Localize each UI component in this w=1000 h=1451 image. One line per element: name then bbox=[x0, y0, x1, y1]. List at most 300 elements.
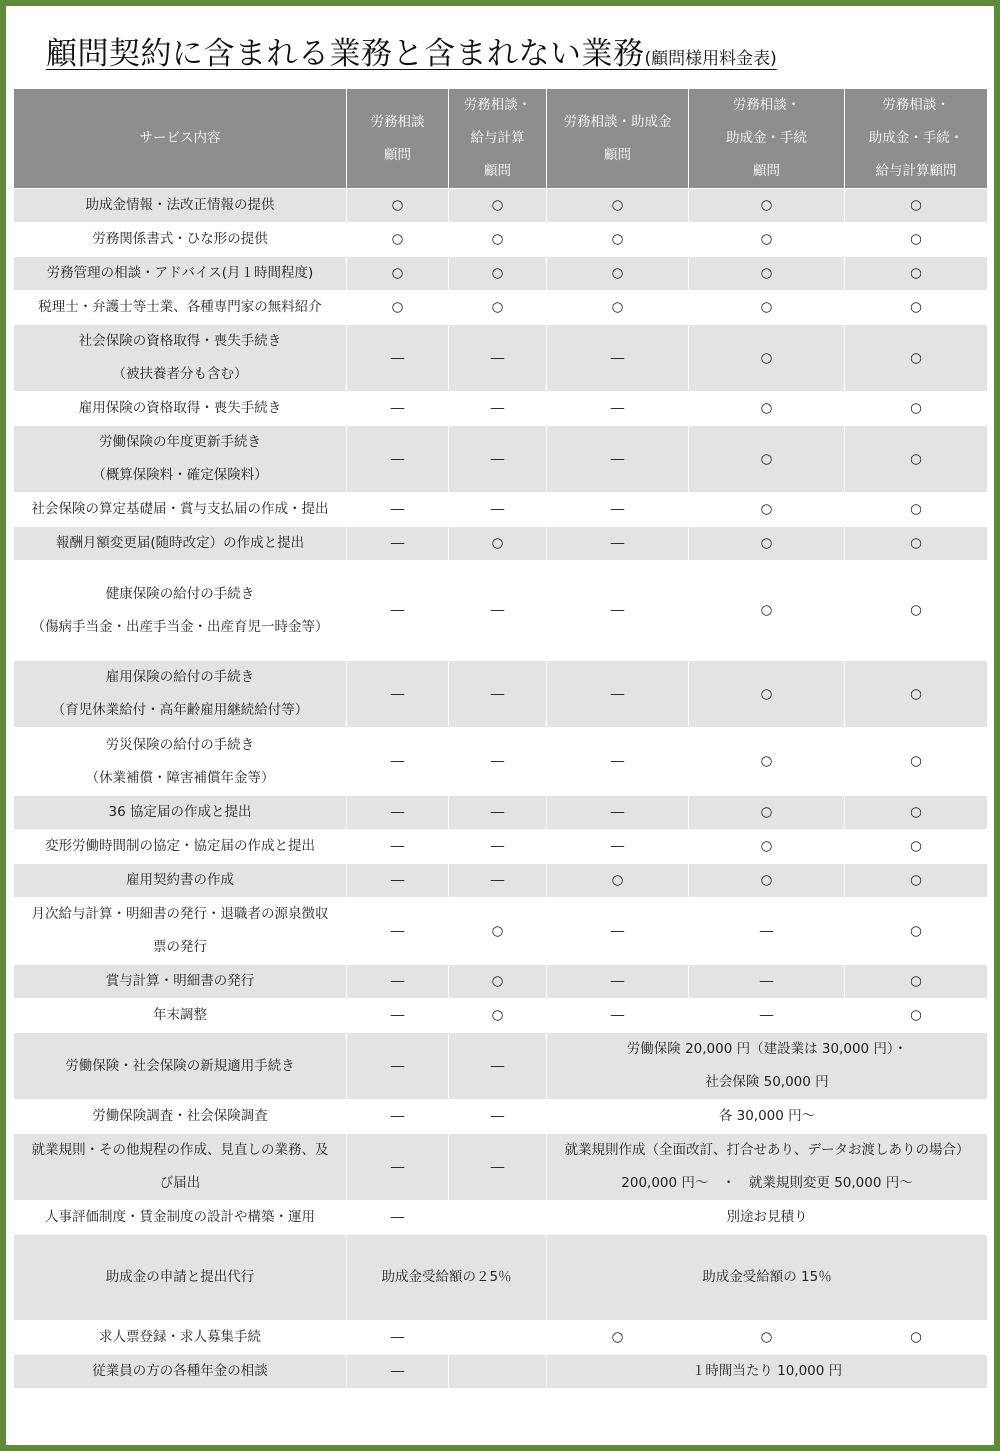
plan-cell bbox=[547, 796, 689, 830]
included-mark: ○ bbox=[760, 450, 773, 467]
plan-cell bbox=[845, 661, 988, 728]
plan-cell bbox=[347, 661, 449, 728]
not-included-mark: ― bbox=[490, 753, 505, 769]
not-included-mark: ― bbox=[610, 602, 625, 618]
included-mark: ○ bbox=[491, 231, 504, 247]
plan-cell bbox=[547, 898, 689, 965]
included-mark: ○ bbox=[910, 265, 922, 281]
not-included-mark: ― bbox=[390, 973, 405, 989]
plan-cell bbox=[449, 257, 547, 291]
included-mark: ○ bbox=[491, 922, 504, 939]
not-included-mark: ― bbox=[390, 450, 405, 467]
cell-text-line: （被扶養者分も含む） bbox=[112, 366, 248, 382]
not-included-mark: ― bbox=[390, 1108, 405, 1124]
fee-table bbox=[13, 88, 988, 1389]
included-mark: ○ bbox=[910, 602, 922, 618]
plan-cell bbox=[689, 864, 845, 898]
plan-cell bbox=[845, 864, 988, 898]
not-included-mark: ― bbox=[490, 501, 505, 517]
fee-note-cell bbox=[547, 1201, 988, 1235]
plan-cell bbox=[689, 898, 845, 965]
not-included-mark: ― bbox=[759, 1007, 774, 1023]
cell-text-line: 労務関係書式・ひな形の提供 bbox=[92, 231, 268, 247]
header-plan-4 bbox=[689, 89, 845, 189]
plan-cell bbox=[845, 965, 988, 999]
plan-cell bbox=[547, 965, 689, 999]
table-row bbox=[14, 864, 988, 898]
service-cell bbox=[14, 864, 347, 898]
included-mark: ○ bbox=[611, 231, 624, 247]
cell-text-line: 各 30,000 円～ bbox=[718, 1108, 816, 1124]
service-cell bbox=[14, 1201, 347, 1235]
cell-text-line: 別途お見積り bbox=[726, 1209, 808, 1225]
plan-cell bbox=[449, 291, 547, 325]
included-mark: ○ bbox=[760, 602, 773, 618]
table-row bbox=[14, 1134, 988, 1201]
cell-text-line: 社会保険の算定基礎届・賞与支払届の作成・提出 bbox=[31, 501, 329, 517]
cell-text-line: 助成金の申請と提出代行 bbox=[105, 1269, 255, 1285]
cell-text-line: 就業規則作成（全面改訂、打合せあり、データお渡しありの場合） bbox=[564, 1142, 970, 1158]
plan-cell bbox=[547, 864, 689, 898]
not-included-mark: ― bbox=[490, 804, 505, 820]
included-mark: ○ bbox=[910, 197, 922, 213]
not-included-mark: ― bbox=[490, 602, 505, 618]
plan-cell bbox=[547, 999, 689, 1033]
not-included-mark: ― bbox=[610, 973, 625, 989]
table-row bbox=[14, 796, 988, 830]
fee-note-cell bbox=[547, 1235, 988, 1321]
service-cell bbox=[14, 527, 347, 561]
cell-text-line: （育児休業給付・高年齢雇用継続給付等） bbox=[51, 702, 309, 718]
included-mark: ○ bbox=[910, 400, 922, 416]
cell-text-line: （概算保険料・確定保険料） bbox=[92, 467, 268, 483]
plan-cell bbox=[347, 965, 449, 999]
included-mark: ○ bbox=[910, 872, 922, 888]
plan-cell bbox=[347, 1033, 449, 1100]
cell-text-line: 健康保険の給付の手続き bbox=[105, 585, 255, 602]
not-included-mark: ― bbox=[390, 349, 405, 366]
not-included-mark: ― bbox=[390, 753, 405, 769]
service-cell bbox=[14, 1355, 347, 1389]
plan-cell bbox=[347, 1321, 449, 1355]
plan-cell bbox=[689, 325, 845, 392]
cell-text-line: 顧問 bbox=[484, 163, 511, 179]
not-included-mark: ― bbox=[610, 753, 625, 769]
cell-text-line: 労働保険調査・社会保険調査 bbox=[92, 1108, 268, 1124]
header-service bbox=[14, 89, 347, 189]
table-row bbox=[14, 965, 988, 999]
cell-text-line: 助成金・手続・ bbox=[868, 130, 964, 146]
header-plan-3 bbox=[547, 89, 689, 189]
plan-cell bbox=[845, 257, 988, 291]
plan-cell bbox=[845, 561, 988, 661]
not-included-mark: ― bbox=[390, 872, 405, 888]
table-row bbox=[14, 999, 988, 1033]
plan-cell bbox=[449, 999, 547, 1033]
plan-cell bbox=[347, 493, 449, 527]
header-plan-2 bbox=[449, 89, 547, 189]
included-mark: ○ bbox=[760, 872, 773, 888]
cell-text-line: 労働保険 20,000 円（建設業は 30,000 円）・ bbox=[626, 1041, 908, 1057]
included-mark: ○ bbox=[910, 1007, 922, 1023]
cell-text-line: 給与計算 bbox=[470, 130, 525, 146]
table-row bbox=[14, 291, 988, 325]
cell-text-line: 票の発行 bbox=[153, 939, 207, 955]
table-row bbox=[14, 1033, 988, 1100]
table-row bbox=[14, 1355, 988, 1389]
cell-text-line: サービス内容 bbox=[139, 130, 221, 146]
cell-text-line: 労務相談・ bbox=[463, 97, 532, 113]
not-included-mark: ― bbox=[390, 1363, 405, 1379]
included-mark: ○ bbox=[491, 265, 504, 281]
included-mark: ○ bbox=[910, 1329, 922, 1345]
plan-cell bbox=[449, 426, 547, 493]
not-included-mark: ― bbox=[390, 1209, 405, 1225]
included-mark: ○ bbox=[491, 299, 504, 315]
cell-text-line: 労務相談・ bbox=[732, 97, 801, 113]
plan-cell bbox=[547, 493, 689, 527]
cell-text-line: （休業補償・障害補償年金等） bbox=[85, 769, 275, 786]
cell-text-line: 税理士・弁護士等士業、各種専門家の無料紹介 bbox=[38, 299, 322, 315]
service-cell bbox=[14, 257, 347, 291]
cell-text-line: 給与計算顧問 bbox=[875, 163, 957, 179]
cell-text-line: 200,000 円～ ・ 就業規則変更 50,000 円～ bbox=[621, 1175, 913, 1191]
plan-cell bbox=[845, 223, 988, 257]
included-mark: ○ bbox=[910, 838, 922, 854]
included-mark: ○ bbox=[760, 501, 773, 517]
included-mark: ○ bbox=[611, 265, 624, 281]
not-included-mark: ― bbox=[610, 501, 625, 517]
plan-cell bbox=[845, 325, 988, 392]
plan-cell bbox=[449, 965, 547, 999]
plan-cell bbox=[845, 392, 988, 426]
not-included-mark: ― bbox=[610, 535, 625, 551]
fee-note-cell bbox=[547, 1355, 988, 1389]
not-included-mark: ― bbox=[610, 400, 625, 416]
plan-cell bbox=[449, 1355, 547, 1389]
table-row bbox=[14, 257, 988, 291]
table-row bbox=[14, 189, 988, 223]
not-included-mark: ― bbox=[610, 349, 625, 366]
cell-text-line: 雇用保険の資格取得・喪失手続き bbox=[78, 400, 282, 416]
included-mark: ○ bbox=[910, 922, 922, 939]
plan-cell bbox=[449, 1201, 547, 1235]
included-mark: ○ bbox=[611, 1329, 624, 1345]
plan-cell bbox=[547, 223, 689, 257]
plan-cell bbox=[547, 830, 689, 864]
plan-cell bbox=[449, 189, 547, 223]
included-mark: ○ bbox=[760, 349, 773, 366]
plan-cell bbox=[347, 392, 449, 426]
plan-cell bbox=[689, 1321, 845, 1355]
header-plan-1 bbox=[347, 89, 449, 189]
plan-cell bbox=[347, 1134, 449, 1201]
service-cell bbox=[14, 291, 347, 325]
plan-cell bbox=[689, 999, 845, 1033]
included-mark: ○ bbox=[760, 685, 773, 702]
plan-cell bbox=[347, 325, 449, 392]
cell-text-line: 求人票登録・求人募集手続 bbox=[99, 1329, 261, 1345]
cell-text-line: び届出 bbox=[159, 1175, 201, 1191]
title-main: 顧問契約に含まれる業務と含まれない業務 bbox=[46, 36, 645, 72]
plan-cell bbox=[845, 796, 988, 830]
plan-cell bbox=[845, 493, 988, 527]
plan-cell bbox=[347, 1201, 449, 1235]
plan-cell bbox=[845, 830, 988, 864]
not-included-mark: ― bbox=[490, 685, 505, 702]
service-cell bbox=[14, 561, 347, 661]
fee-note-cell bbox=[547, 1100, 988, 1134]
plan-cell bbox=[547, 728, 689, 796]
included-mark: ○ bbox=[910, 299, 922, 315]
plan-cell bbox=[689, 493, 845, 527]
included-mark: ○ bbox=[910, 231, 922, 247]
plan-cell bbox=[449, 223, 547, 257]
fee-note-cell bbox=[547, 1134, 988, 1201]
plan-cell bbox=[547, 325, 689, 392]
included-mark: ○ bbox=[910, 349, 922, 366]
cell-text-line: １時間当たり 10,000 円 bbox=[691, 1363, 843, 1379]
included-mark: ○ bbox=[611, 299, 624, 315]
service-cell bbox=[14, 965, 347, 999]
cell-text-line: 月次給与計算・明細書の発行・退職者の源泉徴収 bbox=[31, 906, 329, 922]
included-mark: ○ bbox=[491, 197, 504, 213]
service-cell bbox=[14, 1235, 347, 1321]
included-mark: ○ bbox=[391, 299, 404, 315]
cell-text-line: 顧問 bbox=[753, 163, 780, 179]
plan-cell bbox=[449, 1321, 547, 1355]
service-cell bbox=[14, 426, 347, 493]
header-plan-5 bbox=[845, 89, 988, 189]
not-included-mark: ― bbox=[390, 501, 405, 517]
plan-cell bbox=[845, 426, 988, 493]
plan-cell bbox=[547, 291, 689, 325]
cell-text-line: 顧問 bbox=[604, 146, 631, 163]
not-included-mark: ― bbox=[490, 349, 505, 366]
plan-cell bbox=[845, 1321, 988, 1355]
cell-text-line: 雇用保険の給付の手続き bbox=[105, 669, 255, 685]
plan-cell bbox=[347, 999, 449, 1033]
plan-cell bbox=[689, 257, 845, 291]
not-included-mark: ― bbox=[390, 1329, 405, 1345]
plan-cell bbox=[689, 561, 845, 661]
plan-cell bbox=[449, 830, 547, 864]
not-included-mark: ― bbox=[610, 922, 625, 939]
included-mark: ○ bbox=[910, 501, 922, 517]
cell-text-line: 労務相談 bbox=[370, 113, 425, 130]
plan-cell bbox=[449, 864, 547, 898]
not-included-mark: ― bbox=[610, 450, 625, 467]
not-included-mark: ― bbox=[490, 1057, 505, 1074]
not-included-mark: ― bbox=[390, 400, 405, 416]
included-mark: ○ bbox=[760, 299, 773, 315]
plan-cell bbox=[347, 561, 449, 661]
table-row bbox=[14, 561, 988, 661]
plan-cell bbox=[449, 392, 547, 426]
cell-text-line: 賞与計算・明細書の発行 bbox=[105, 973, 255, 989]
not-included-mark: ― bbox=[490, 1158, 505, 1175]
service-cell bbox=[14, 223, 347, 257]
plan-cell bbox=[449, 1033, 547, 1100]
included-mark: ○ bbox=[910, 685, 922, 702]
not-included-mark: ― bbox=[390, 804, 405, 820]
cell-text-line: 顧問 bbox=[384, 146, 411, 163]
page-title bbox=[46, 28, 777, 70]
not-included-mark: ― bbox=[390, 922, 405, 939]
included-mark: ○ bbox=[760, 753, 773, 769]
included-mark: ○ bbox=[391, 265, 404, 281]
plan-cell bbox=[449, 1134, 547, 1201]
plan-cell bbox=[347, 796, 449, 830]
plan-cell bbox=[347, 830, 449, 864]
plan-cell bbox=[845, 291, 988, 325]
plan-cell bbox=[547, 392, 689, 426]
plan-cell bbox=[689, 965, 845, 999]
included-mark: ○ bbox=[910, 450, 922, 467]
table-row bbox=[14, 661, 988, 728]
plan-cell bbox=[689, 189, 845, 223]
cell-text-line: 労務相談・助成金 bbox=[563, 113, 672, 130]
cell-text-line: 社会保険の資格取得・喪失手続き bbox=[78, 333, 282, 349]
table-row bbox=[14, 1201, 988, 1235]
included-mark: ○ bbox=[760, 838, 773, 854]
plan-cell bbox=[689, 527, 845, 561]
table-row bbox=[14, 728, 988, 796]
table-row bbox=[14, 1321, 988, 1355]
not-included-mark: ― bbox=[759, 973, 774, 989]
plan-cell bbox=[449, 728, 547, 796]
plan-cell bbox=[689, 661, 845, 728]
cell-text-line: 年末調整 bbox=[153, 1007, 207, 1023]
plan-cell bbox=[547, 426, 689, 493]
service-cell bbox=[14, 392, 347, 426]
not-included-mark: ― bbox=[490, 400, 505, 416]
plan-cell bbox=[689, 796, 845, 830]
cell-text-line: 36 協定届の作成と提出 bbox=[108, 804, 252, 820]
service-cell bbox=[14, 493, 347, 527]
plan-cell bbox=[689, 728, 845, 796]
cell-text-line: 労務相談・ bbox=[882, 97, 950, 113]
not-included-mark: ― bbox=[610, 1007, 625, 1023]
cell-text-line: 助成金受給額の 15％ bbox=[702, 1269, 832, 1285]
plan-cell bbox=[689, 392, 845, 426]
cell-text-line: 人事評価制度・賃金制度の設計や構築・運用 bbox=[45, 1209, 315, 1225]
service-cell bbox=[14, 189, 347, 223]
plan-cell bbox=[845, 898, 988, 965]
plan-cell bbox=[845, 189, 988, 223]
not-included-mark: ― bbox=[390, 602, 405, 618]
table-row bbox=[14, 527, 988, 561]
table-row bbox=[14, 493, 988, 527]
included-mark: ○ bbox=[910, 973, 922, 989]
cell-text-line: 労働保険の年度更新手続き bbox=[99, 434, 261, 450]
plan-cell bbox=[449, 661, 547, 728]
service-cell bbox=[14, 1134, 347, 1201]
table-row bbox=[14, 1100, 988, 1134]
included-mark: ○ bbox=[491, 535, 504, 551]
included-mark: ○ bbox=[760, 197, 773, 213]
included-mark: ○ bbox=[391, 231, 404, 247]
not-included-mark: ― bbox=[390, 685, 405, 702]
service-cell bbox=[14, 796, 347, 830]
plan-cell bbox=[689, 291, 845, 325]
plan-cell bbox=[347, 189, 449, 223]
included-mark: ○ bbox=[910, 753, 922, 769]
plan-cell bbox=[347, 898, 449, 965]
plan-cell bbox=[845, 527, 988, 561]
included-mark: ○ bbox=[760, 231, 773, 247]
cell-text-line: 労務管理の相談・アドバイス(月１時間程度) bbox=[46, 265, 314, 281]
not-included-mark: ― bbox=[490, 872, 505, 888]
plan-cell bbox=[845, 728, 988, 796]
table-row bbox=[14, 223, 988, 257]
plan-cell bbox=[689, 223, 845, 257]
not-included-mark: ― bbox=[390, 838, 405, 854]
plan-cell bbox=[449, 527, 547, 561]
plan-cell bbox=[347, 426, 449, 493]
plan-cell bbox=[449, 898, 547, 965]
cell-text-line: 助成金受給額の２5％ bbox=[381, 1269, 512, 1285]
plan-cell bbox=[347, 1355, 449, 1389]
title-sub: (顧問様用料金表) bbox=[644, 49, 777, 69]
not-included-mark: ― bbox=[390, 1158, 405, 1175]
included-mark: ○ bbox=[760, 1329, 773, 1345]
cell-text-line: 就業規則・その他規程の作成、見直しの業務、及 bbox=[31, 1142, 329, 1158]
service-cell bbox=[14, 1033, 347, 1100]
service-cell bbox=[14, 661, 347, 728]
plan-cell bbox=[347, 291, 449, 325]
plan-cell bbox=[689, 426, 845, 493]
included-mark: ○ bbox=[760, 535, 773, 551]
not-included-mark: ― bbox=[390, 535, 405, 551]
service-cell bbox=[14, 1100, 347, 1134]
cell-text-line: 労災保険の給付の手続き bbox=[105, 736, 255, 753]
not-included-mark: ― bbox=[390, 1007, 405, 1023]
service-cell bbox=[14, 999, 347, 1033]
included-mark: ○ bbox=[910, 804, 922, 820]
plan-cell bbox=[449, 493, 547, 527]
cell-text-line: 労働保険・社会保険の新規適用手続き bbox=[65, 1057, 295, 1074]
plan-cell bbox=[547, 527, 689, 561]
fee-note-cell bbox=[347, 1235, 547, 1321]
not-included-mark: ― bbox=[490, 838, 505, 854]
service-cell bbox=[14, 1321, 347, 1355]
service-cell bbox=[14, 325, 347, 392]
not-included-mark: ― bbox=[610, 838, 625, 854]
cell-text-line: 社会保険 50,000 円 bbox=[705, 1074, 829, 1090]
included-mark: ○ bbox=[611, 872, 624, 888]
plan-cell bbox=[449, 796, 547, 830]
plan-cell bbox=[547, 661, 689, 728]
service-cell bbox=[14, 830, 347, 864]
plan-cell bbox=[547, 257, 689, 291]
plan-cell bbox=[347, 527, 449, 561]
not-included-mark: ― bbox=[610, 804, 625, 820]
cell-text-line: 変形労働時間制の協定・協定届の作成と提出 bbox=[45, 838, 315, 854]
cell-text-line: 助成金・手続 bbox=[726, 130, 807, 146]
table-row bbox=[14, 1235, 988, 1321]
not-included-mark: ― bbox=[490, 1108, 505, 1124]
plan-cell bbox=[449, 325, 547, 392]
included-mark: ○ bbox=[491, 1007, 504, 1023]
service-cell bbox=[14, 728, 347, 796]
fee-note-cell bbox=[547, 1033, 988, 1100]
plan-cell bbox=[547, 561, 689, 661]
plan-cell bbox=[845, 999, 988, 1033]
table-header-row bbox=[14, 89, 988, 189]
cell-text-line: 報酬月額変更届(随時改定）の作成と提出 bbox=[55, 535, 305, 551]
plan-cell bbox=[347, 223, 449, 257]
